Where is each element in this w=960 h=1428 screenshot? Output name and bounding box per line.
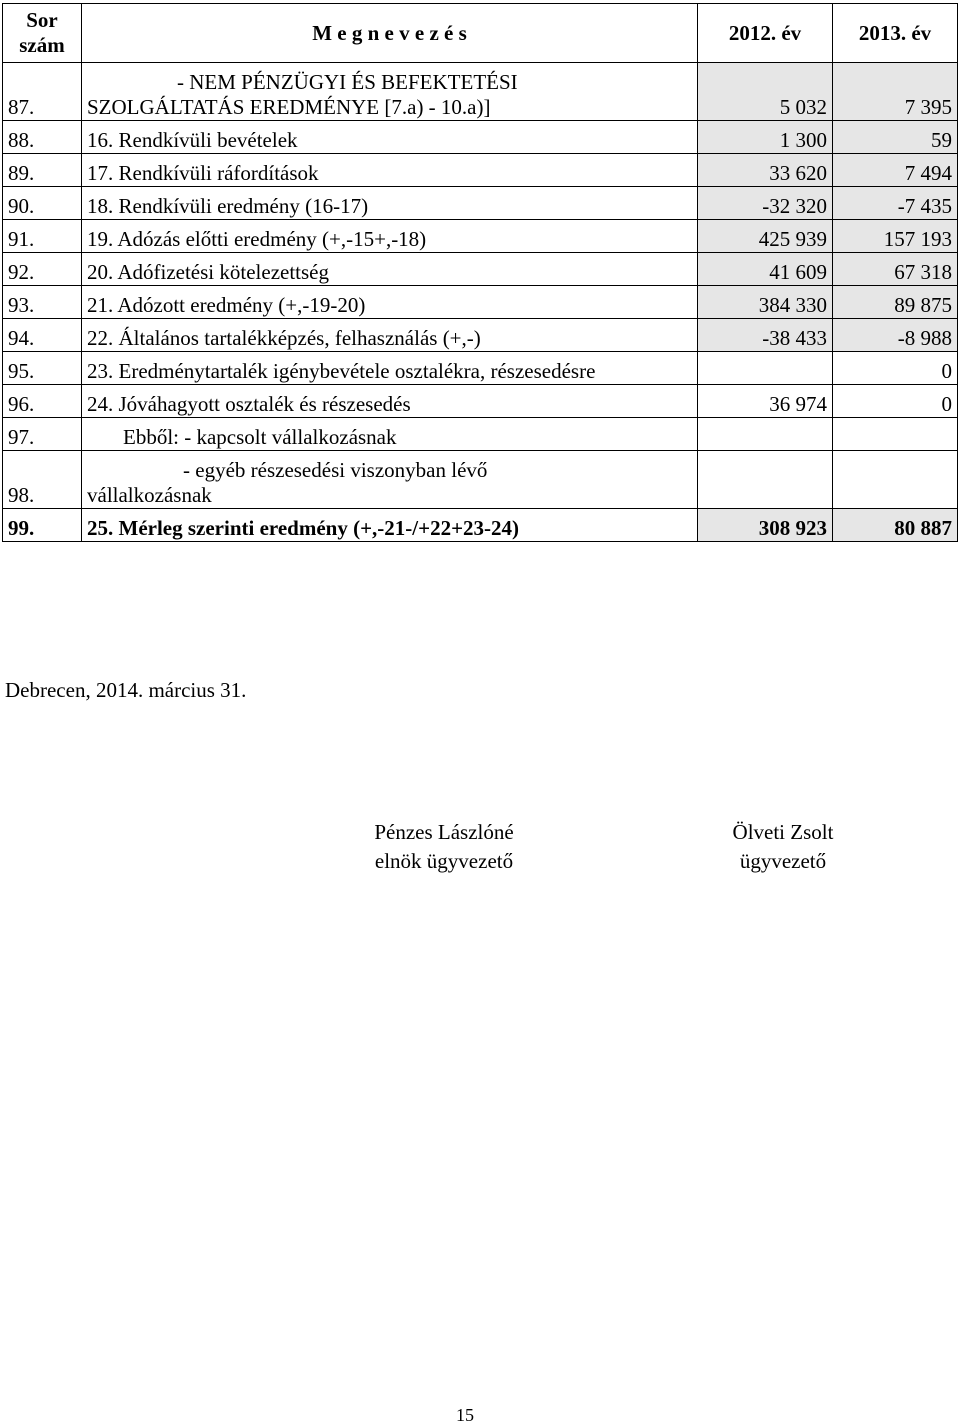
header-year-2013: 2013. év: [833, 4, 958, 63]
table-row: [3, 63, 958, 121]
row-name: - egyéb részesedési viszonyban lévő vállalkozásnak: [82, 451, 698, 509]
row-name: 25. Mérleg szerinti eredmény (+,-21-/+22+23-24): [82, 509, 698, 542]
signature-block-1: [344, 818, 544, 876]
row-name: 17. Rendkívüli ráfordítások: [82, 154, 698, 187]
row-number: 95.: [3, 352, 82, 385]
row-value-2012: [698, 418, 833, 451]
signatory-title: ügyvezető: [739, 849, 827, 873]
row-value-2013: 7 395: [833, 63, 958, 121]
row-number: 91.: [3, 220, 82, 253]
row-value-2013: 0: [833, 385, 958, 418]
table-header-row: [3, 4, 958, 63]
row-name: Ebből: - kapcsolt vállalkozásnak: [82, 418, 698, 451]
table-row: [3, 418, 958, 451]
row-value-2012: [698, 352, 833, 385]
row-number: 88.: [3, 121, 82, 154]
row-value-2013: [833, 451, 958, 509]
row-name: 21. Adózott eredmény (+,-19-20): [82, 286, 698, 319]
table-row: [3, 121, 958, 154]
row-value-2012: 308 923: [698, 509, 833, 542]
row-number: 96.: [3, 385, 82, 418]
place-date: Debrecen, 2014. március 31.: [5, 678, 247, 702]
row-value-2013: -8 988: [833, 319, 958, 352]
table-row: [3, 352, 958, 385]
header-name: M e g n e v e z é s: [82, 4, 698, 63]
row-name: 24. Jóváhagyott osztalék és részesedés: [82, 385, 698, 418]
row-value-2012: 384 330: [698, 286, 833, 319]
row-value-2012: 5 032: [698, 63, 833, 121]
row-number: 98.: [3, 451, 82, 509]
row-number: 93.: [3, 286, 82, 319]
row-value-2013: [833, 418, 958, 451]
row-number: 89.: [3, 154, 82, 187]
row-value-2012: 33 620: [698, 154, 833, 187]
signatory-name: Ölveti Zsolt: [732, 820, 834, 844]
signature-block-2: [698, 818, 868, 876]
row-name: 16. Rendkívüli bevételek: [82, 121, 698, 154]
signatory-title: elnök ügyvezető: [374, 849, 514, 873]
table-row: [3, 286, 958, 319]
row-value-2012: -38 433: [698, 319, 833, 352]
table-row: [3, 253, 958, 286]
header-year-2012: 2012. év: [698, 4, 833, 63]
row-value-2012: [698, 451, 833, 509]
row-value-2013: -7 435: [833, 187, 958, 220]
table-row: [3, 220, 958, 253]
row-number: 99.: [3, 509, 82, 542]
row-name: - NEM PÉNZÜGYI ÉS BEFEKTETÉSI SZOLGÁLTATÁS EREDMÉNYE [7.a) - 10.a)]: [82, 63, 698, 121]
row-value-2012: 41 609: [698, 253, 833, 286]
row-number: 97.: [3, 418, 82, 451]
row-name: 20. Adófizetési kötelezettség: [82, 253, 698, 286]
row-value-2013: 80 887: [833, 509, 958, 542]
row-number: 92.: [3, 253, 82, 286]
row-value-2012: -32 320: [698, 187, 833, 220]
table-row: [3, 385, 958, 418]
row-value-2013: 157 193: [833, 220, 958, 253]
signatory-name: Pénzes Lászlóné: [374, 820, 514, 844]
table-row: [3, 451, 958, 509]
income-statement-table: [2, 3, 958, 542]
row-number: 87.: [3, 63, 82, 121]
row-value-2012: 36 974: [698, 385, 833, 418]
row-name: 23. Eredménytartalék igénybevétele osztalékra, részesedésre: [82, 352, 698, 385]
row-value-2013: 59: [833, 121, 958, 154]
row-name: 22. Általános tartalékképzés, felhasználás (+,-): [82, 319, 698, 352]
row-value-2013: 67 318: [833, 253, 958, 286]
table-row: [3, 154, 958, 187]
table-row: [3, 187, 958, 220]
row-value-2012: 425 939: [698, 220, 833, 253]
row-number: 94.: [3, 319, 82, 352]
table-row: [3, 319, 958, 352]
header-row-number: Sor szám: [3, 4, 82, 63]
row-value-2013: 0: [833, 352, 958, 385]
row-number: 90.: [3, 187, 82, 220]
page-number: 15: [456, 1405, 474, 1425]
row-value-2012: 1 300: [698, 121, 833, 154]
row-name: 19. Adózás előtti eredmény (+,-15+,-18): [82, 220, 698, 253]
table-row-total: [3, 509, 958, 542]
row-name: 18. Rendkívüli eredmény (16-17): [82, 187, 698, 220]
row-value-2013: 7 494: [833, 154, 958, 187]
row-value-2013: 89 875: [833, 286, 958, 319]
